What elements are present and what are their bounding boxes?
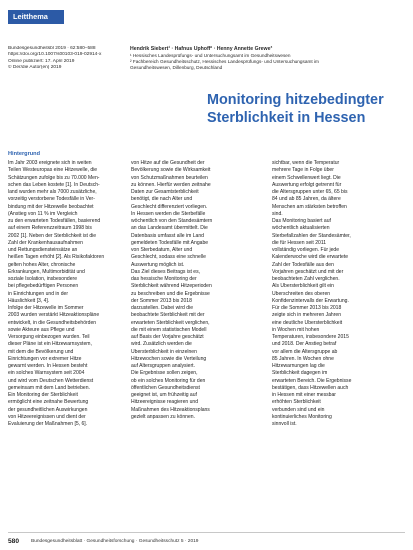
section-label: Leitthema — [8, 10, 64, 24]
body-text-line: Für die Sommer 2013 bis 2018 — [272, 305, 342, 311]
body-text-line: Ein Monitoring der Sterblichkeit — [8, 392, 78, 398]
meta-copyright: © Der/die Autor(en) 2019 — [8, 64, 62, 70]
body-text-line: bei pflegebedürftigen Personen — [8, 283, 79, 290]
body-text-line: In Hessen werden die Sterbefälle — [131, 210, 206, 217]
body-text-line: die Altersgruppen unter 65, 65 bis — [272, 189, 348, 195]
body-text-line: Das Ziel dieses Beitrags ist es, — [131, 268, 201, 275]
body-text-line: erhöhten Sterblichkeit — [272, 399, 321, 406]
body-column-3 — [272, 160, 405, 428]
body-text-line: der gesundheitlichen Auswirkungen — [8, 406, 88, 413]
body-text-line: Sterblichkeit während Hitzeperioden — [131, 283, 212, 290]
body-text-line: in Wochen mit hohen — [272, 326, 320, 333]
body-text-line: ein solches Warnsystem seit 2004 — [8, 370, 85, 377]
body-text-line: auf Basis der Vorjahre geschätzt — [131, 334, 204, 340]
body-text-line: mit dem die Bevölkerung und — [8, 348, 74, 355]
article-title-line: Sterblichkeit in Hessen — [207, 109, 366, 126]
body-text-line: Temperaturen, insbesondere 2015 — [272, 334, 349, 340]
body-text-line: bestätigen, dass Hitzewellen auch — [272, 384, 349, 391]
body-column-1 — [8, 160, 116, 428]
body-text-line: in Hessen mit einer messbar — [272, 392, 336, 398]
body-text-line: vorzeitig verstorbene Todesfälle in Ver- — [8, 196, 95, 203]
body-text-line: Das Monitoring basiert auf — [272, 218, 331, 224]
body-text-line: einem Schwellenwert liegt. Die — [272, 174, 341, 181]
body-text-line: beobachteten Zahl verglichen. — [272, 276, 340, 282]
body-text-line: auf einem Referenzzeitraum 1998 bis — [8, 225, 92, 232]
body-text-line: die mit einem statistischen Modell — [131, 326, 207, 333]
body-text-line: Übersterblichkeit in einzelnen — [131, 348, 197, 355]
body-text-line: von Sterbedatum, Alter und — [131, 247, 193, 253]
body-text-line: Erkrankungen, Multimorbidität und — [8, 268, 85, 275]
body-text-line: Versorgung einbezogen wurden. Teil — [8, 334, 90, 340]
body-text-line: Datenbasis umfasst alle im Land — [131, 232, 204, 239]
body-text-line: Kalenderwoche wird die erwartete — [272, 254, 349, 261]
body-text-line: und Rettungsdiensteinsätze an — [8, 247, 78, 253]
body-text-line: zu können. Hierfür werden zeitnahe — [131, 181, 211, 188]
body-text-line: 84 und ab 85 Jahren, da ältere — [272, 196, 341, 203]
body-text-line: soziale Isolation, insbesondere — [8, 276, 78, 282]
body-text-line: vollständig vorliegen. Für jede — [272, 247, 340, 253]
body-text-line: 2002 [1]. Neben der Sterblichkeit ist die — [8, 232, 97, 239]
body-text-line: öffentlichen Gesundheitsdienst — [131, 384, 200, 391]
body-text-line: Auswertung möglich ist. — [131, 261, 185, 268]
body-text-line: Überschreiten des oberen — [272, 290, 331, 297]
body-text-line: heißen Tagen erhöht [2]. Als Risikofaktoren — [8, 254, 105, 261]
body-text-line: wird. Zusätzlich werden die — [131, 341, 192, 348]
body-text-line: der Sommer 2013 bis 2018 — [131, 297, 192, 304]
author-names: Hendrik Siebert¹ · Hafnus Uphoff² · Henny Annette Grewe³ — [130, 46, 273, 52]
body-text-line: Evaluierung der Maßnahmen [5, 6]. — [8, 421, 88, 427]
body-text-line: Zahl der Todesfälle aus den — [272, 261, 334, 268]
body-text-line: Bevölkerung sowie die Wirksamkeit — [131, 167, 211, 174]
body-text-line: sinnvoll ist. — [272, 421, 297, 427]
body-text-line: schen das Leben kostete [1]. In Deutsch- — [8, 181, 100, 188]
footer-divider — [8, 532, 405, 533]
body-text-line: Hitzewarnungen lag die — [272, 363, 325, 369]
body-text-line: ob ein solches Monitoring für den — [131, 377, 206, 384]
body-text-line: sind. — [272, 210, 283, 217]
body-text-line: auf Altersgruppen analysiert. — [131, 363, 195, 369]
article-title — [207, 92, 407, 127]
section-heading: Hintergrund — [8, 151, 41, 157]
body-text-line: Maßnahmen des Hitzeaktionsplans — [131, 406, 210, 413]
body-text-line: Auswertung erfolgt getrennt für — [272, 181, 342, 188]
body-text-line: Einrichtungen vor extremer Hitze — [8, 355, 82, 362]
body-text-line: sichtbar, wenn die Temperatur — [272, 160, 340, 166]
body-text-line: vor allem die Altersgruppe ab — [272, 348, 338, 355]
body-text-line: und 2018. Der Anstieg betraf — [272, 341, 337, 348]
body-text-line: von Hitzeereignissen und dient der — [8, 413, 86, 420]
meta-citation: Bundesgesundheitsbl 2019 · 62:580–588 — [8, 46, 96, 51]
article-title-line: Monitoring hitzebedingter — [207, 92, 384, 108]
page-number: 580 — [8, 538, 20, 545]
author-affiliation: ¹ Hessisches Landesprüfungs- und Untersuchungsamt im Gesundheitswesen — [130, 52, 291, 58]
body-text-line: von Schutzmaßnahmen beurteilen — [131, 174, 208, 181]
body-text-line: verbunden sind und ein — [272, 406, 325, 413]
body-text-line: dieser Pläne ist ein Hitzewarnsystem, — [8, 341, 92, 348]
body-text-line: geeignet ist, um frühzeitig auf — [131, 392, 197, 398]
body-text-line: Geschlecht, sodass eine schnelle — [131, 254, 206, 261]
author-affiliation: ² Fachbereich Gesundheitsschutz, Hessisches Landesprüfungs- und Untersuchungsamt im — [130, 58, 319, 64]
author-affiliation: Gesundheitswesen, Dillenburg, Deutschland — [130, 64, 223, 70]
body-text-line: gezielt anpassen zu können. — [131, 413, 195, 420]
body-text-line: wöchentlich von den Standesämtern — [131, 218, 213, 224]
body-text-line: sowie Akteure aus Pflege und — [8, 326, 75, 333]
body-text-line: erwarteten Sterblichkeit verglichen, — [131, 319, 210, 326]
body-text-line: in Einrichtungen und in der — [8, 290, 69, 297]
body-text-line: Vorjahren geschätzt und mit der — [272, 268, 344, 275]
body-text-line: entwickelt, in die Gesundheitsbehörden — [8, 319, 97, 326]
body-text-line: die für Hessen seit 2011 — [272, 239, 327, 246]
meta-doi-link[interactable]: https://doi.org/10.1007/s00103-019-02914-x — [8, 52, 102, 58]
body-text-line: (Anstieg von 11 % im Vergleich — [8, 210, 78, 217]
body-text-line: und wird vom Deutschen Wetterdienst — [8, 377, 94, 384]
body-text-line: 85 Jahren. In Wochen ohne — [272, 355, 334, 362]
author-block — [130, 46, 410, 71]
body-text-line: von Hitze auf die Gesundheit der — [131, 160, 205, 166]
body-text-line: Zahl der Krankenhausaufnahmen — [8, 239, 83, 246]
body-text-line: an das Landesamt übermittelt. Die — [131, 225, 208, 232]
body-text-line: zeigte sich in mehreren Jahren — [272, 312, 342, 319]
body-text-line: gemeinsam mit dem Land betrieben. — [8, 384, 90, 391]
body-text-line: kontinuierliches Monitoring — [272, 413, 332, 420]
body-text-line: beobachtete Sterblichkeit mit der — [131, 312, 205, 319]
body-text-line: Konfidenzintervalls der Erwartung. — [272, 297, 349, 304]
body-text-line: ermöglicht eine zeitnahe Bewertung — [8, 399, 89, 406]
body-text-line: Teilen Westeuropas eine Hitzewelle, die — [8, 167, 98, 174]
body-text-line: eine deutliche Übersterblichkeit — [272, 319, 343, 326]
body-text-line: Häuslichkeit [3, 4]. — [8, 297, 50, 304]
body-text-line: Hitzewochen sowie die Verteilung — [131, 355, 207, 362]
body-text-line: Im Jahr 2003 ereignete sich in weiten — [8, 160, 92, 166]
body-text-line: Als Übersterblichkeit gilt ein — [272, 283, 334, 290]
body-text-line: Die Ergebnisse sollen zeigen, — [131, 370, 198, 377]
body-text-line: Hitzeereignisse reagieren und — [131, 399, 199, 406]
body-text-line: erwarteten Bereich. Die Ergebnisse — [272, 377, 352, 384]
body-text-line: gelten hohes Alter, chronische — [8, 261, 76, 268]
body-text-line: 2003 wurden verstärkt Hitzeaktionspläne — [8, 312, 100, 319]
footer-journal: Bundesgesundheitsblatt · Gesundheitsforschung · Gesundheitsschutz 5 · 2019 — [31, 539, 199, 544]
body-text-line: bindung mit der Hitzewelle beobachtet — [8, 203, 94, 210]
article-metadata — [8, 46, 116, 71]
body-text-line: Menschen am stärksten betroffen — [272, 203, 347, 210]
body-text-line: zu beschreiben und die Ergebnisse — [131, 290, 210, 297]
body-text-line: darzustellen. Dabei wird die — [131, 305, 193, 311]
body-text-line: land wurden mehr als 7000 zusätzliche, — [8, 189, 97, 195]
body-text-line: benötigt, die nach Alter und — [131, 196, 193, 203]
body-text-line: mehrere Tage in Folge über — [272, 167, 334, 174]
body-text-line: wöchentlich aktualisierten — [272, 225, 330, 232]
body-text-line: Sterbefallzahlen der Standesämter, — [272, 232, 351, 239]
body-text-line: zu den erwarteten Todesfällen, basierend — [8, 218, 101, 224]
body-text-line: Infolge der Hitzewelle im Sommer — [8, 305, 84, 311]
body-text-line: gewarnt werden. In Hessen besteht — [8, 363, 88, 369]
body-text-line: Schätzungen zufolge bis zu 70.000 Men- — [8, 174, 100, 181]
body-text-line: Geschlecht differenziert vorliegen. — [131, 203, 208, 210]
meta-online-date: Online publiziert: 17. April 2019 — [8, 58, 75, 64]
body-text-line: Daten zur Gesamtsterblichkeit — [131, 189, 199, 195]
body-text-line: Sterblichkeit dagegen im — [272, 370, 328, 377]
body-text-line: gemeldeten Todesfälle mit Angabe — [131, 239, 209, 246]
body-text-line: das hessische Monitoring der — [131, 276, 197, 282]
body-column-2 — [131, 160, 257, 421]
